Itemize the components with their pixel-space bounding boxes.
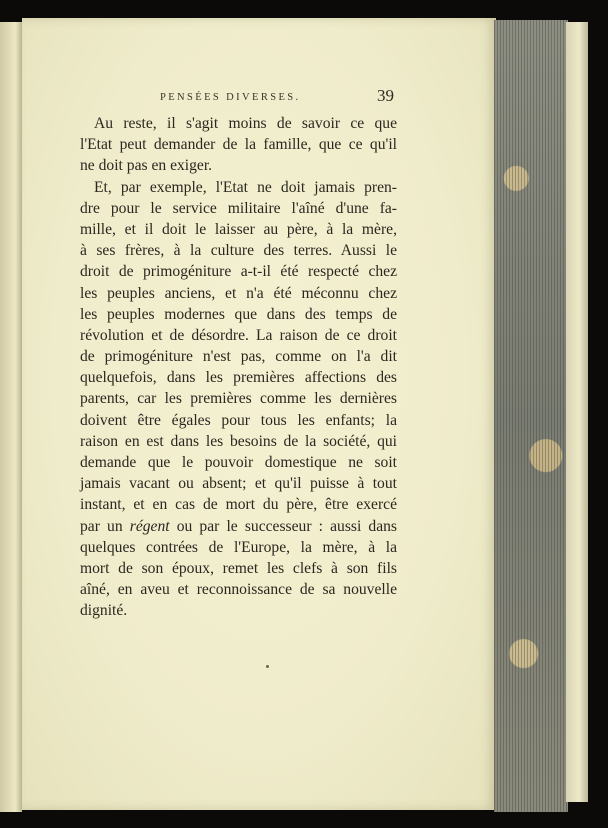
text-line: dre pour le service militaire l'aîné d'une fa- [80,199,397,217]
text-line: instant, et en cas de mort du père, être exercé [80,496,397,514]
body-text [80,113,397,622]
book-cover-edge [566,22,588,802]
text-line: à ses frères, à la culture des terres. Aussi le [80,242,397,260]
page-number: 39 [377,86,394,105]
text-line: les peuples modernes que dans des temps de [80,305,397,323]
text-segment: par un [80,517,130,535]
text-line: Et, par exemple, l'Etat ne doit jamais pren- [94,178,397,196]
text-line: parents, car les premières comme les dernières [80,390,397,408]
text-line: droit de primogéniture a-t-il été respecté chez [80,263,397,281]
text-line: les peuples anciens, et n'a été méconnu chez [80,284,397,302]
text-line: demande que le pouvoir domestique ne soit [80,454,397,471]
text-line [80,516,397,537]
text-line: révolution et de désordre. La raison de ce droit [80,326,397,344]
text-line: raison en est dans les besoins de la société, qui [80,432,397,450]
text-line: aîné, en aveu et reconnoissance de sa nouvelle [80,581,397,599]
text-line: quelquefois, dans les premières affections des [80,369,397,387]
text-line: mille, et il doit le laisser au père, à la mère, [80,220,397,238]
page-header [80,86,397,106]
text-line: jamais vacant ou absent; et qu'il puisse à tout [80,475,397,493]
previous-page-edge [0,22,22,812]
italic-word: régent [129,517,170,535]
text-line: dignité. [80,602,128,620]
ink-speck [266,665,269,668]
text-line: l'Etat peut demander de la famille, que ce qu'il [80,136,397,154]
text-line: Au reste, il s'agit moins de savoir ce que [94,115,397,132]
text-segment: ou par le successeur : aussi dans [169,517,397,535]
text-line: mort de son époux, remet les clefs à son fils [80,559,397,577]
text-line: de primogéniture n'est pas, comme on l'a dit [80,348,397,366]
text-line: ne doit pas en exiger. [80,157,213,175]
running-title: PENSÉES DIVERSES. [160,92,301,103]
text-line: doivent être égales pour tous les enfants; la [80,411,397,429]
text-line: quelques contrées de l'Europe, la mère, à la [80,538,397,556]
marbled-page-edges [494,20,568,812]
